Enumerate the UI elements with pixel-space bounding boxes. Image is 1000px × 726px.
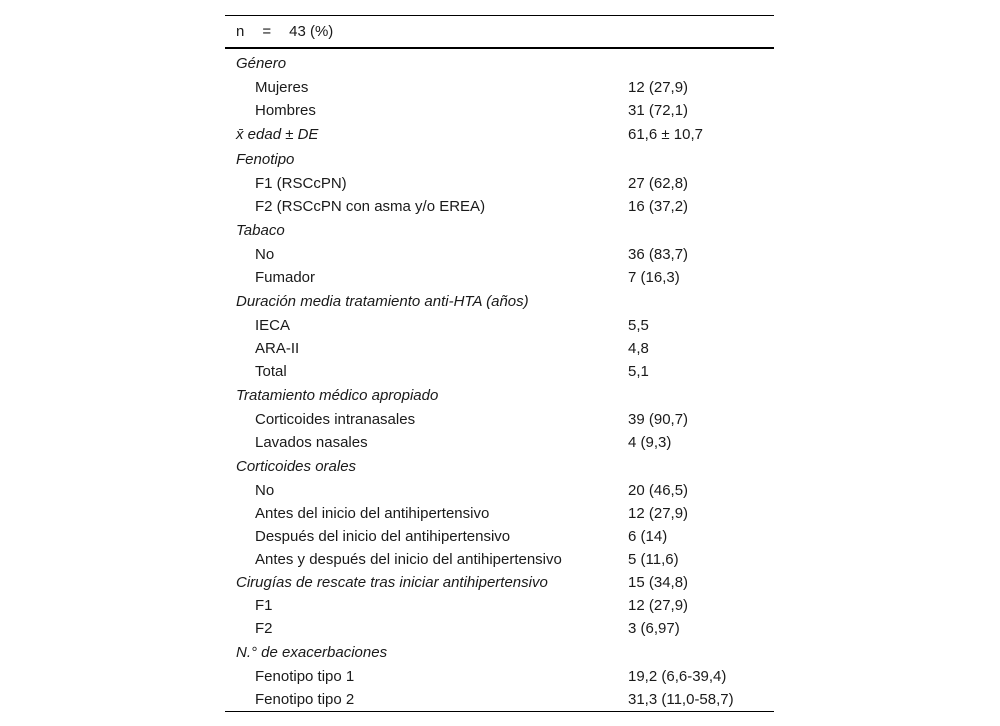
row-label: Hombres — [255, 102, 316, 119]
row-value: 39 (90,7) — [628, 411, 689, 428]
section-row — [225, 51, 774, 76]
table-row — [225, 243, 774, 266]
row-label: Fenotipo tipo 2 — [255, 691, 355, 708]
row-label: No — [255, 482, 275, 499]
row-value: 15 (34,8) — [628, 574, 689, 591]
row-label: Corticoides orales — [236, 458, 357, 475]
row-label: ARA-II — [255, 340, 300, 357]
row-value: 16 (37,2) — [628, 198, 689, 215]
row-value: 5,1 — [628, 363, 649, 380]
row-label: Después del inicio del antihipertensivo — [255, 528, 511, 545]
row-value: 36 (83,7) — [628, 246, 689, 263]
table-row — [225, 360, 774, 383]
table-body — [225, 49, 774, 711]
section-row — [225, 640, 774, 665]
row-label: F2 (RSCcPN con asma y/o EREA) — [255, 198, 486, 215]
row-label: Duración media tratamiento anti-HTA (años) — [236, 293, 529, 310]
row-label: Antes y después del inicio del antihipertensivo — [255, 551, 562, 568]
row-value: 12 (27,9) — [628, 79, 689, 96]
row-value: 4,8 — [628, 340, 649, 357]
row-label: Tratamiento médico apropiado — [236, 387, 439, 404]
row-value: 61,6 ± 10,7 — [628, 126, 703, 143]
section-row — [225, 289, 774, 314]
table-row — [225, 665, 774, 688]
row-label: F2 — [255, 620, 273, 637]
section-row — [225, 571, 774, 594]
row-label: x̄ edad ± DE — [236, 126, 319, 143]
table-row — [225, 195, 774, 218]
table-row — [225, 172, 774, 195]
row-label: Tabaco — [236, 222, 285, 239]
row-value: 31,3 (11,0-58,7) — [628, 691, 734, 708]
table-row — [225, 266, 774, 289]
row-value: 12 (27,9) — [628, 505, 689, 522]
row-value: 4 (9,3) — [628, 434, 672, 451]
table-row — [225, 408, 774, 431]
table-row — [225, 688, 774, 711]
row-label: IECA — [255, 317, 291, 334]
row-value: 12 (27,9) — [628, 597, 689, 614]
row-value: 5,5 — [628, 317, 649, 334]
row-label: F1 — [255, 597, 273, 614]
data-table — [225, 15, 774, 712]
table-row — [225, 337, 774, 360]
table-row — [225, 314, 774, 337]
row-label: Antes del inicio del antihipertensivo — [255, 505, 490, 522]
row-label: Fenotipo — [236, 151, 295, 168]
row-label: No — [255, 246, 275, 263]
row-label: Corticoides intranasales — [255, 411, 416, 428]
row-value: 20 (46,5) — [628, 482, 689, 499]
row-value: 6 (14) — [628, 528, 668, 545]
row-label: Género — [236, 55, 287, 72]
section-row — [225, 383, 774, 408]
table-row — [225, 525, 774, 548]
row-value: 5 (11,6) — [628, 551, 679, 568]
row-label: Total — [255, 363, 287, 380]
section-row — [225, 122, 774, 147]
table-row — [225, 479, 774, 502]
table-bottom-rule — [225, 711, 774, 712]
row-label: Fenotipo tipo 1 — [255, 668, 355, 685]
row-value: 19,2 (6,6-39,4) — [628, 668, 727, 685]
header-total: 43 (%) — [289, 23, 334, 40]
row-value: 7 (16,3) — [628, 269, 680, 286]
row-label: Cirugías de rescate tras iniciar antihipertensivo — [236, 574, 548, 591]
table-row — [225, 617, 774, 640]
table-row — [225, 99, 774, 122]
header-n: n — [236, 23, 245, 40]
row-label: Lavados nasales — [255, 434, 368, 451]
header-equals: = — [262, 23, 272, 40]
row-value: 31 (72,1) — [628, 102, 689, 119]
row-label: N.° de exacerbaciones — [236, 644, 388, 661]
section-row — [225, 147, 774, 172]
table-row — [225, 431, 774, 454]
table-row — [225, 76, 774, 99]
section-row — [225, 218, 774, 243]
row-label: Fumador — [255, 269, 316, 286]
row-label: Mujeres — [255, 79, 309, 96]
table-row — [225, 594, 774, 617]
table-row — [225, 502, 774, 525]
row-value: 27 (62,8) — [628, 175, 689, 192]
row-label: F1 (RSCcPN) — [255, 175, 347, 192]
table-header — [225, 16, 774, 47]
section-row — [225, 454, 774, 479]
row-value: 3 (6,97) — [628, 620, 680, 637]
table-row — [225, 548, 774, 571]
